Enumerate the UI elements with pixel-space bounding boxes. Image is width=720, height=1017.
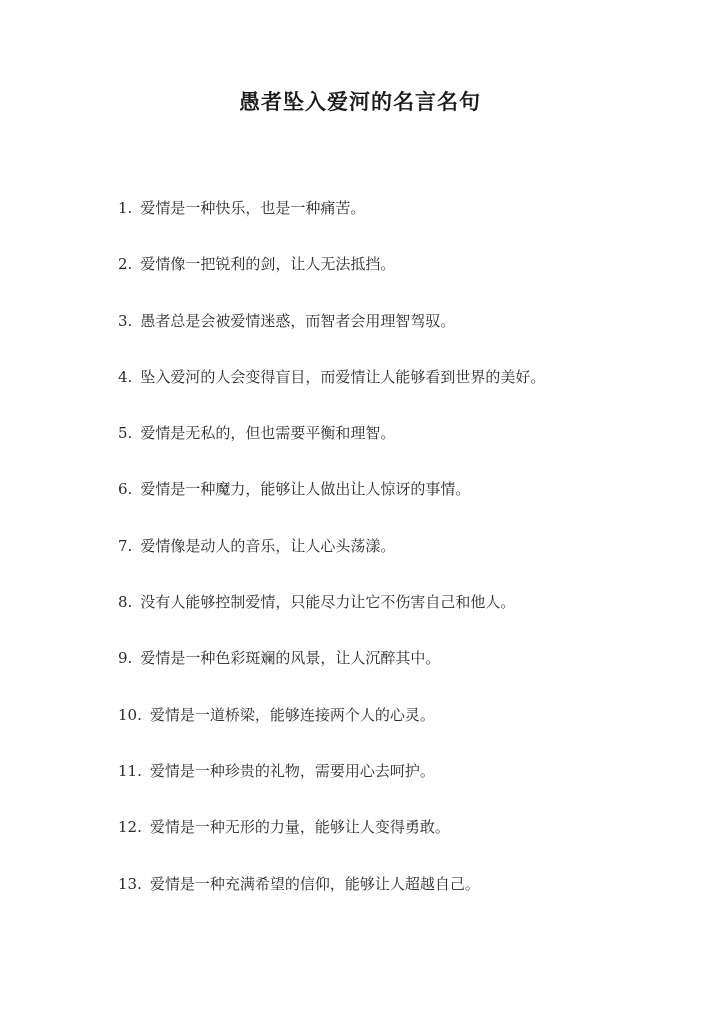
item-number: 2. xyxy=(118,255,133,274)
list-item xyxy=(118,704,698,760)
list-item xyxy=(118,310,698,366)
list-item xyxy=(118,478,698,534)
item-text: 没有人能够控制爱情，只能尽力让它不伤害自己和他人。 xyxy=(140,593,516,612)
item-text: 爱情是一种魔力，能够让人做出让人惊讶的事情。 xyxy=(140,480,471,499)
item-text: 坠入爱河的人会变得盲目，而爱情让人能够看到世界的美好。 xyxy=(140,367,546,386)
list-item xyxy=(118,535,698,591)
page-title: 愚者坠入爱河的名言名句 xyxy=(239,89,481,114)
item-text: 爱情像是动人的音乐，让人心头荡漾。 xyxy=(140,536,396,555)
list-item xyxy=(118,422,698,478)
list-item xyxy=(118,366,698,422)
list-item xyxy=(118,760,698,816)
item-number: 11. xyxy=(118,761,142,780)
item-number: 8. xyxy=(118,593,133,612)
list-item xyxy=(118,816,698,872)
item-text: 爱情像一把锐利的剑，让人无法抵挡。 xyxy=(140,255,396,274)
item-number: 10. xyxy=(118,705,142,724)
item-number: 13. xyxy=(118,874,142,893)
item-text: 愚者总是会被爱情迷惑，而智者会用理智驾驭。 xyxy=(140,311,456,330)
list-item xyxy=(118,253,698,309)
item-number: 9. xyxy=(118,649,133,668)
item-text: 爱情是一种无形的力量，能够让人变得勇敢。 xyxy=(149,818,450,837)
list-item xyxy=(118,873,698,929)
item-text: 爱情是一道桥梁，能够连接两个人的心灵。 xyxy=(149,705,435,724)
item-number: 7. xyxy=(118,536,133,555)
quote-list xyxy=(118,197,698,929)
item-text: 爱情是一种充满希望的信仰，能够让人超越自己。 xyxy=(149,874,480,893)
item-text: 爱情是无私的，但也需要平衡和理智。 xyxy=(140,424,396,443)
item-number: 6. xyxy=(118,480,133,499)
item-text: 爱情是一种快乐，也是一种痛苦。 xyxy=(140,199,366,217)
item-number: 3. xyxy=(118,311,133,330)
item-text: 爱情是一种珍贵的礼物，需要用心去呵护。 xyxy=(149,761,435,780)
list-item xyxy=(118,591,698,647)
item-number: 1. xyxy=(118,199,133,217)
list-item xyxy=(118,197,698,253)
item-number: 4. xyxy=(118,367,133,386)
item-number: 5. xyxy=(118,424,133,443)
item-number: 12. xyxy=(118,818,142,837)
item-text: 爱情是一种色彩斑斓的风景，让人沉醉其中。 xyxy=(140,649,441,668)
list-item xyxy=(118,647,698,703)
